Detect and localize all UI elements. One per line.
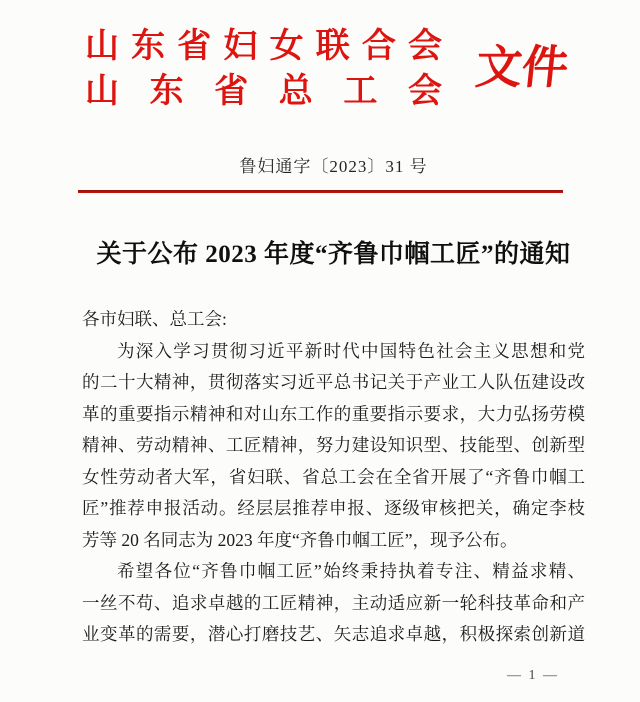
red-divider-line [78,190,563,193]
body-line: 一丝不苟、追求卓越的工匠精神，主动适应新一轮科技革命和产 [82,592,585,613]
body-line: 精神、劳动精神、工匠精神，努力建设知识型、技能型、创新型 [82,435,585,455]
body-line: 的二十大精神，贯彻落实习近平总书记关于产业工人队伍建设改 [82,372,585,392]
salutation-line: 各市妇联、总工会: [82,309,227,329]
body-line: 女性劳动者大军，省妇联、省总工会在全省开展了“齐鲁巾帼工 [82,466,585,487]
doc-type-label: 文件 [473,42,571,93]
body-line: 为深入学习贯彻习近平新时代中国特色社会主义思想和党 [117,340,585,361]
body-line: 希望各位“齐鲁巾帼工匠”始终秉持执着专注、精益求精、 [117,561,585,581]
org-name-line-2: 山东省总工会 [85,73,442,110]
page-number: — 1 — [507,668,557,683]
document-title: 关于公布 2023 年度“齐鲁巾帼工匠”的通知 [96,241,571,268]
body-line: 芳等 20 名同志为 2023 年度“齐鲁巾帼工匠”，现予公布。 [82,529,518,550]
letterhead [85,24,442,114]
body-line: 革的重要指示精神和对山东工作的重要指示要求，大力弘扬劳模 [82,403,585,424]
body-line: 匠”推荐申报活动。经层层推荐申报、逐级审核把关，确定李枝 [82,498,585,518]
doc-number: 鲁妇通字〔2023〕31 号 [239,157,428,176]
org-name-line-1: 山东省妇女联合会 [85,28,442,65]
document-body [82,304,585,651]
body-line: 业变革的需要，潜心打磨技艺、矢志追求卓越，积极探索创新道 [82,624,585,644]
